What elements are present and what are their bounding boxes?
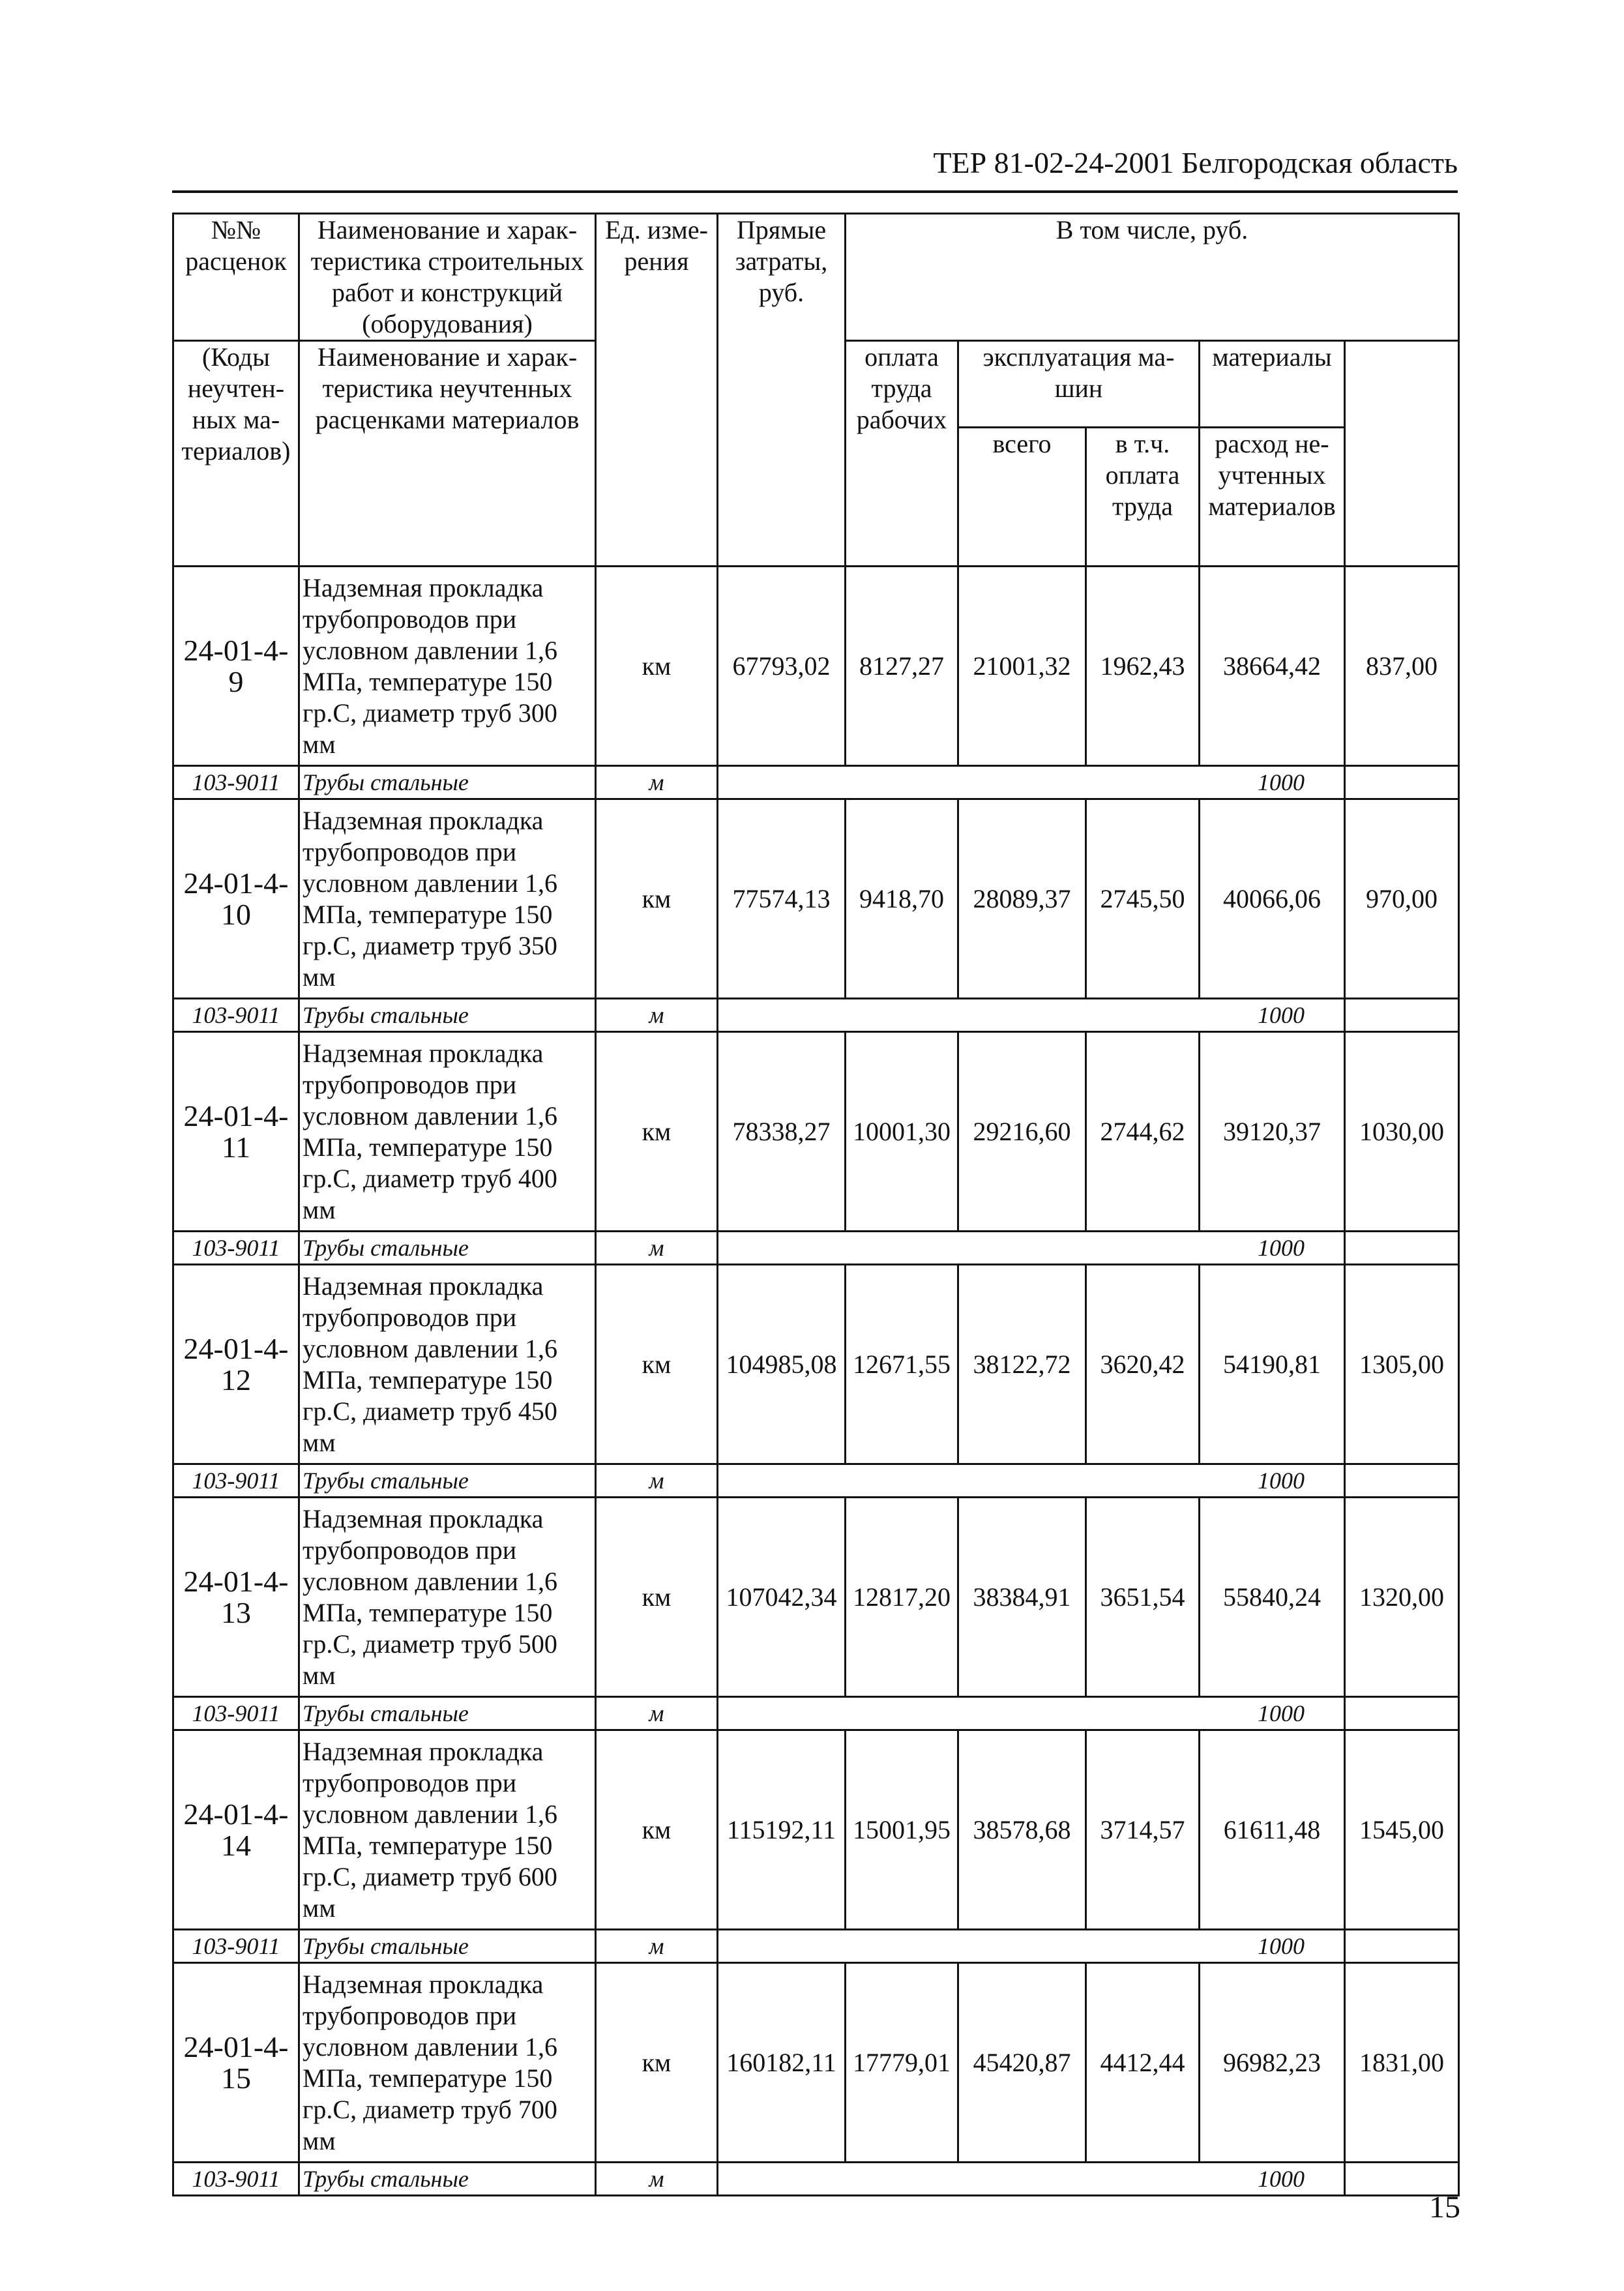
material-code: 103-9011 — [173, 766, 299, 799]
table-header — [173, 214, 1459, 567]
materials: 40066,06 — [1200, 799, 1345, 999]
material-code: 103-9011 — [173, 1232, 299, 1265]
header-codes: (Коды неучтен- ных ма- териалов) — [173, 341, 299, 567]
material-name: Трубы стальные — [299, 1930, 596, 1963]
wages: 10001,30 — [846, 1032, 958, 1232]
work-description: Надземная прокладка трубопроводов при условном давлении 1,6 МПа, температуре 150 гр.С, диаметр труб 350 мм — [299, 799, 596, 999]
header-unaccounted-name: Наименование и харак- теристика неучтенных расценками материалов — [299, 341, 596, 567]
unit: км — [596, 567, 718, 766]
direct-costs: 67793,02 — [718, 567, 846, 766]
direct-costs: 104985,08 — [718, 1265, 846, 1464]
table-row — [173, 1032, 1459, 1232]
unit: км — [596, 799, 718, 999]
machines-wages: 3714,57 — [1086, 1730, 1200, 1930]
machines-total: 29216,60 — [958, 1032, 1086, 1232]
machines-wages: 3620,42 — [1086, 1265, 1200, 1464]
material-name: Трубы стальные — [299, 1464, 596, 1498]
header-name: Наименование и харак- теристика строительных работ и конструкций (оборудования) — [299, 214, 596, 341]
machines-wages: 4412,44 — [1086, 1963, 1200, 2163]
labor-cost: 1831,00 — [1345, 1963, 1459, 2163]
material-quantity: 1000 — [718, 1697, 1345, 1730]
material-unit: м — [596, 1697, 718, 1730]
page-number: 15 — [1429, 2190, 1460, 2224]
labor-cost: 970,00 — [1345, 799, 1459, 999]
material-empty — [1345, 766, 1459, 799]
rate-code: 24-01-4- 9 — [173, 567, 299, 766]
rate-code: 24-01-4- 11 — [173, 1032, 299, 1232]
header-direct-costs: Прямые затраты, руб. — [718, 214, 846, 567]
wages: 15001,95 — [846, 1730, 958, 1930]
work-description: Надземная прокладка трубопроводов при условном давлении 1,6 МПа, температуре 150 гр.С, диаметр труб 600 мм — [299, 1730, 596, 1930]
table-row — [173, 799, 1459, 999]
rate-code: 24-01-4- 10 — [173, 799, 299, 999]
unit: км — [596, 1498, 718, 1697]
work-description: Надземная прокладка трубопроводов при условном давлении 1,6 МПа, температуре 150 гр.С, диаметр труб 700 мм — [299, 1963, 596, 2163]
material-empty — [1345, 1697, 1459, 1730]
material-quantity: 1000 — [718, 1232, 1345, 1265]
wages: 17779,01 — [846, 1963, 958, 2163]
rates-table — [172, 213, 1460, 2196]
material-code: 103-9011 — [173, 1697, 299, 1730]
material-empty — [1345, 999, 1459, 1032]
header-wages: оплата труда рабочих — [846, 341, 958, 567]
unit: км — [596, 1032, 718, 1232]
rate-code: 24-01-4- 14 — [173, 1730, 299, 1930]
direct-costs: 115192,11 — [718, 1730, 846, 1930]
machines-total: 45420,87 — [958, 1963, 1086, 2163]
unit: км — [596, 1265, 718, 1464]
header-machines-wages: в т.ч. оплата труда — [1086, 428, 1200, 567]
machines-wages: 1962,43 — [1086, 567, 1200, 766]
header-unit: Ед. изме- рения — [596, 214, 718, 567]
table-row — [173, 567, 1459, 766]
wages: 12671,55 — [846, 1265, 958, 1464]
table-row — [173, 1265, 1459, 1464]
material-empty — [1345, 1232, 1459, 1265]
document-header: ТЕР 81-02-24-2001 Белгородская область — [933, 146, 1458, 179]
materials: 54190,81 — [1200, 1265, 1345, 1464]
rate-code: 24-01-4- 13 — [173, 1498, 299, 1697]
direct-costs: 78338,27 — [718, 1032, 846, 1232]
material-quantity: 1000 — [718, 1930, 1345, 1963]
work-description: Надземная прокладка трубопроводов при условном давлении 1,6 МПа, температуре 150 гр.С, диаметр труб 300 мм — [299, 567, 596, 766]
header-machines: эксплуатация ма- шин — [958, 341, 1200, 428]
direct-costs: 160182,11 — [718, 1963, 846, 2163]
header-rule — [172, 190, 1458, 193]
material-quantity: 1000 — [718, 2163, 1345, 2196]
material-row — [173, 1464, 1459, 1498]
wages: 12817,20 — [846, 1498, 958, 1697]
materials: 38664,42 — [1200, 567, 1345, 766]
header-rate-no: №№ расценок — [173, 214, 299, 341]
material-row — [173, 1232, 1459, 1265]
material-name: Трубы стальные — [299, 766, 596, 799]
material-row — [173, 766, 1459, 799]
table-body — [173, 567, 1459, 2196]
labor-cost: 1545,00 — [1345, 1730, 1459, 1930]
machines-total: 38122,72 — [958, 1265, 1086, 1464]
material-unit: м — [596, 1464, 718, 1498]
material-name: Трубы стальные — [299, 2163, 596, 2196]
machines-total: 38384,91 — [958, 1498, 1086, 1697]
material-name: Трубы стальные — [299, 999, 596, 1032]
unit: км — [596, 1963, 718, 2163]
material-unit: м — [596, 1232, 718, 1265]
material-name: Трубы стальные — [299, 1232, 596, 1265]
material-empty — [1345, 1464, 1459, 1498]
work-description: Надземная прокладка трубопроводов при условном давлении 1,6 МПа, температуре 150 гр.С, диаметр труб 400 мм — [299, 1032, 596, 1232]
header-unaccounted-consumption: расход не- учтенных материалов — [1200, 428, 1345, 567]
direct-costs: 107042,34 — [718, 1498, 846, 1697]
materials: 96982,23 — [1200, 1963, 1345, 2163]
header-materials: материалы — [1200, 341, 1345, 428]
wages: 9418,70 — [846, 799, 958, 999]
material-code: 103-9011 — [173, 999, 299, 1032]
material-unit: м — [596, 2163, 718, 2196]
labor-cost: 1320,00 — [1345, 1498, 1459, 1697]
machines-total: 38578,68 — [958, 1730, 1086, 1930]
machines-wages: 2744,62 — [1086, 1032, 1200, 1232]
material-unit: м — [596, 766, 718, 799]
material-unit: м — [596, 999, 718, 1032]
material-code: 103-9011 — [173, 2163, 299, 2196]
unit: км — [596, 1730, 718, 1930]
materials: 61611,48 — [1200, 1730, 1345, 1930]
material-code: 103-9011 — [173, 1930, 299, 1963]
table-row — [173, 1730, 1459, 1930]
material-name: Трубы стальные — [299, 1697, 596, 1730]
labor-cost: 1030,00 — [1345, 1032, 1459, 1232]
machines-wages: 3651,54 — [1086, 1498, 1200, 1697]
material-code: 103-9011 — [173, 1464, 299, 1498]
header-machines-total: всего — [958, 428, 1086, 567]
labor-cost: 837,00 — [1345, 567, 1459, 766]
header-including: В том числе, руб. — [846, 214, 1459, 341]
table-row — [173, 1963, 1459, 2163]
materials: 39120,37 — [1200, 1032, 1345, 1232]
table-row — [173, 1498, 1459, 1697]
work-description: Надземная прокладка трубопроводов при условном давлении 1,6 МПа, температуре 150 гр.С, диаметр труб 450 мм — [299, 1265, 596, 1464]
material-row — [173, 1930, 1459, 1963]
rate-code: 24-01-4- 12 — [173, 1265, 299, 1464]
work-description: Надземная прокладка трубопроводов при условном давлении 1,6 МПа, температуре 150 гр.С, диаметр труб 500 мм — [299, 1498, 596, 1697]
material-row — [173, 999, 1459, 1032]
materials: 55840,24 — [1200, 1498, 1345, 1697]
material-quantity: 1000 — [718, 766, 1345, 799]
material-row — [173, 1697, 1459, 1730]
machines-total: 28089,37 — [958, 799, 1086, 999]
labor-cost: 1305,00 — [1345, 1265, 1459, 1464]
machines-total: 21001,32 — [958, 567, 1086, 766]
wages: 8127,27 — [846, 567, 958, 766]
material-quantity: 1000 — [718, 1464, 1345, 1498]
direct-costs: 77574,13 — [718, 799, 846, 999]
rate-code: 24-01-4- 15 — [173, 1963, 299, 2163]
material-row — [173, 2163, 1459, 2196]
material-unit: м — [596, 1930, 718, 1963]
machines-wages: 2745,50 — [1086, 799, 1200, 999]
material-quantity: 1000 — [718, 999, 1345, 1032]
material-empty — [1345, 1930, 1459, 1963]
